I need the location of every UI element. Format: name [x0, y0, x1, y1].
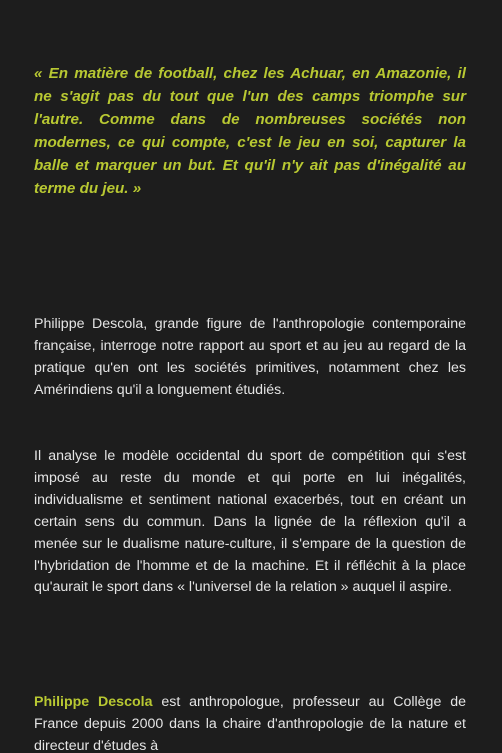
description-paragraph-2: Il analyse le modèle occidental du sport de compétition qui s'est imposé au reste du monde et qui porte en lui inégalités, individualisme et sentiment national exacerbés, tout en créant un certain sens du commun. Dans la lignée de la réflexion qu'il a menée sur le dualisme nature-culture, il s'empare de la question de l'hybridation de l'homme et de la machine. Et il réfléchit à la place qu'aurait le sport dans « l'universel de la relation » auquel il aspire. — [34, 448, 466, 596]
author-name: Philippe Descola — [34, 694, 153, 710]
author-bio-text: est anthropologue, professeur au Collège de France depuis 2000 dans la chaire d'anthropologie de la nature et directeur d'études à — [34, 694, 466, 753]
pull-quote: « En matière de football, chez les Achuar, en Amazonie, il ne s'agit pas du tout que l'un des camps triomphe sur l'autre. Comme dans de nombreuses sociétés non modernes, ce qui compte, c'est le jeu en soi, capturer la balle et marquer un but. Et qu'il n'y ait pas d'inégalité au terme du jeu. » — [34, 65, 466, 197]
description-paragraph-1: Philippe Descola, grande figure de l'anthropologie contemporaine française, interroge notre rapport au sport et au jeu au regard de la pratique qu'en ont les sociétés primitives, notamment chez les Amérindiens qu'il a longuement étudiés. — [34, 316, 466, 398]
author-bio — [34, 692, 466, 753]
